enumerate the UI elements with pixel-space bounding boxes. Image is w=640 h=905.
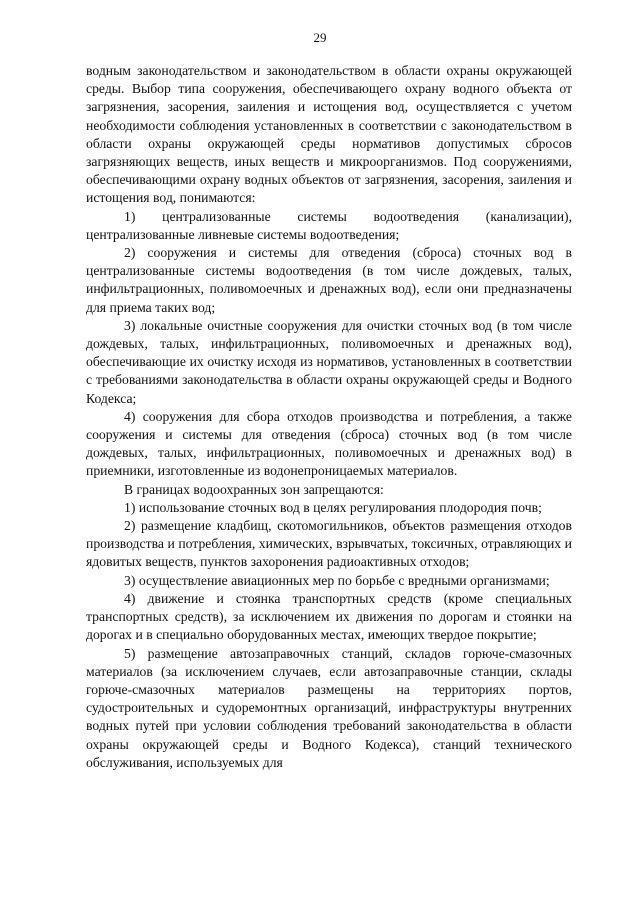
prohibition-item-3: 3) осуществление авиационных мер по борьбе с вредными организмами; <box>124 572 550 588</box>
document-body <box>86 62 572 772</box>
list-item-4: 4) сооружения для сбора отходов производства и потребления, а также сооружения и системы для отведения (сброса) сточных вод (в том числе дождевых, талых, инфильтрационных, поливомоечных и дренажных вод) в приемники, изготовленные из водонепроницаемых материалов. <box>86 408 572 479</box>
prohibition-item-2: 2) размещение кладбищ, скотомогильников, объектов размещения отходов производства и потребления, химических, взрывчатых, токсичных, отравляющих и ядовитых веществ, пунктов захоронения радиоактивных отходов; <box>86 518 572 570</box>
list-item-1: 1) централизованные системы водоотведения (канализации), централизованные ливневые системы водоотведения; <box>86 208 572 242</box>
list-item-3: 3) локальные очистные сооружения для очистки сточных вод (в том числе дождевых, талых, инфильтрационных, поливомоечных и дренажных вод), обеспечивающие их очистку исходя из нормативов, установленных в соответствии с требованиями законодательства в области охраны окружающей среды и Водного Кодекса; <box>86 317 572 406</box>
prohibitions-heading: В границах водоохранных зон запрещаются: <box>124 481 384 497</box>
prohibition-item-5: 5) размещение автозаправочных станций, складов горюче-смазочных материалов (за исключением случаев, если автозаправочные станции, склады горюче-смазочных материалов размещены на территориях портов, судостроительных и судоремонтных организаций, инфраструктуры внутренних водных путей при условии соблюдения требований законодательства в области охраны окружающей среды и Водного Кодекса), станций технического обслуживания, используемых для <box>86 645 572 770</box>
paragraph-continuation: водным законодательством и законодательством в области охраны окружающей среды. Выбор типа сооружения, обеспечивающего охрану водного объекта от загрязнения, засорения, заиления и истощения вод, осуществляется с учетом необходимости соблюдения установленных в соответствии с законодательством в области охраны окружающей среды нормативов допустимых сбросов загрязняющих веществ, иных веществ и микроорганизмов. Под сооружениями, обеспечивающими охрану водных объектов от загрязнения, засорения, заиления и истощения вод, понимаются: <box>86 63 572 206</box>
list-item-2: 2) сооружения и системы для отведения (сброса) сточных вод в централизованные системы водоотведения (в том числе дождевых, талых, инфильтрационных, поливомоечных и дренажных вод), если они предназначены для приема таких вод; <box>86 245 572 315</box>
prohibition-item-4: 4) движение и стоянка транспортных средств (кроме специальных транспортных средств), за исключением их движения по дорогам и стоянки на дорогах и в специально оборудованных местах, имеющих твердое покрытие; <box>86 590 572 643</box>
page-number: 29 <box>313 30 327 45</box>
prohibition-item-1: 1) использование сточных вод в целях регулирования плодородия почв; <box>124 499 542 515</box>
